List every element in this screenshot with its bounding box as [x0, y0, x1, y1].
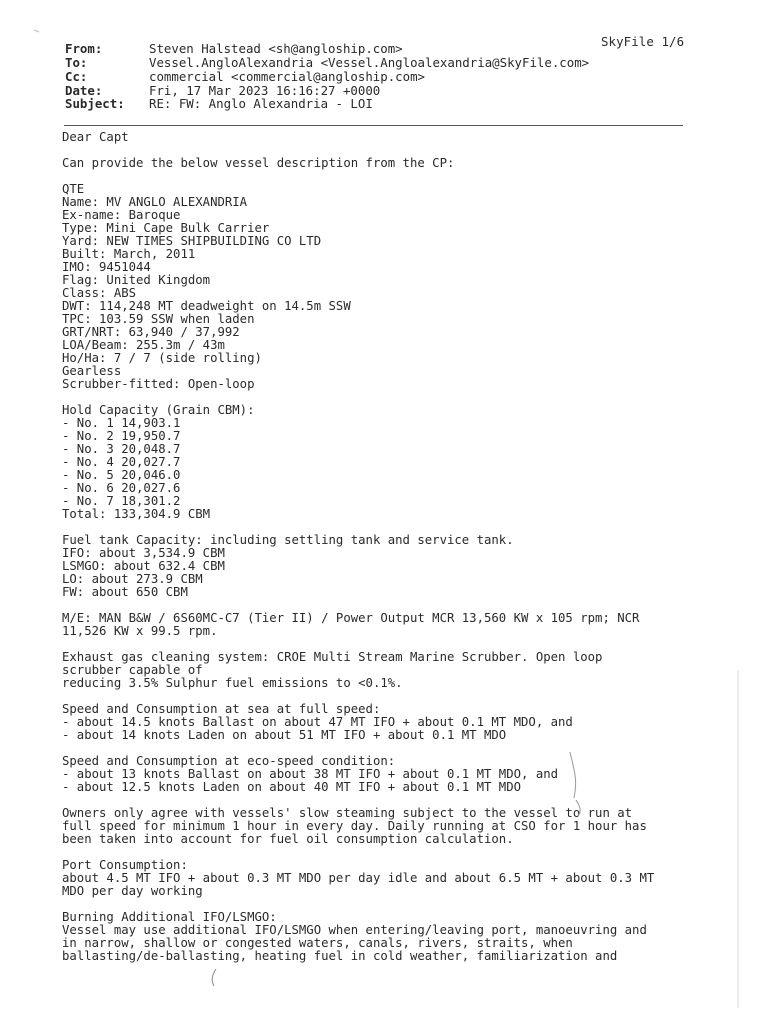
owners-section [62, 807, 702, 846]
port-consumption-heading: Port Consumption: [62, 858, 188, 872]
speed-full-section [62, 703, 702, 742]
hold-line: - No. 6 20,027.6 [62, 481, 181, 495]
particular-line: Name: MV ANGLO ALEXANDRIA [62, 195, 248, 209]
fuel-tank-section [62, 534, 702, 599]
hold-line: - No. 1 14,903.1 [62, 416, 181, 430]
particular-line: GRT/NRT: 63,940 / 37,992 [62, 325, 240, 339]
exhaust-line: Exhaust gas cleaning system: CROE Multi Stream Marine Scrubber. Open loop [62, 650, 603, 664]
burning-heading: Burning Additional IFO/LSMGO: [62, 910, 277, 924]
particular-line: Class: ABS [62, 286, 137, 300]
vessel-particulars [62, 196, 702, 391]
speed-line: - about 14 knots Laden on about 51 MT IFO + about 0.1 MT MDO [62, 728, 507, 742]
intro-line: Can provide the below vessel description from the CP: [62, 156, 455, 170]
owners-line: full speed for minimum 1 hour in every day. Daily running at CSO for 1 hour has [62, 819, 647, 833]
fuel-line: LSMGO: about 632.4 CBM [62, 559, 225, 573]
port-line: MDO per day working [62, 884, 203, 898]
fuel-tank-heading: Fuel tank Capacity: including settling tank and service tank. [62, 533, 514, 547]
from-label: From: [65, 41, 103, 56]
date-label: Date: [65, 83, 103, 98]
speed-eco-section [62, 755, 702, 794]
particular-line: Ex-name: Baroque [62, 208, 181, 222]
burning-line: in narrow, shallow or congested waters, canals, rivers, straits, when [62, 936, 573, 950]
subject-value: RE: FW: Anglo Alexandria - LOI [149, 96, 373, 111]
speed-line: - about 14.5 knots Ballast on about 47 MT IFO + about 0.1 MT MDO, and [62, 715, 573, 729]
greeting: Dear Capt [62, 130, 129, 144]
fuel-line: LO: about 273.9 CBM [62, 572, 203, 586]
to-value: Vessel.AngloAlexandria <Vessel.Angloalexandria@SkyFile.com> [149, 55, 590, 70]
hold-line: - No. 2 19,950.7 [62, 429, 181, 443]
speed-line: - about 13 knots Ballast on about 38 MT IFO + about 0.1 MT MDO, and [62, 767, 559, 781]
date-value: Fri, 17 Mar 2023 16:16:27 +0000 [149, 83, 381, 98]
hold-line: - No. 5 20,046.0 [62, 468, 181, 482]
particular-line: LOA/Beam: 255.3m / 43m [62, 338, 225, 352]
cc-label: Cc: [65, 69, 88, 84]
speed-full-heading: Speed and Consumption at sea at full speed: [62, 702, 381, 716]
particular-line: Yard: NEW TIMES SHIPBUILDING CO LTD [62, 234, 322, 248]
scan-speck [30, 24, 50, 38]
owners-line: been taken into account for fuel oil consumption calculation. [62, 832, 514, 846]
exhaust-line: scrubber capable of [62, 663, 203, 677]
speed-eco-heading: Speed and Consumption at eco-speed condition: [62, 754, 396, 768]
burning-line: ballasting/de-ballasting, heating fuel in cold weather, familiarization and [62, 949, 618, 963]
quote-marker: QTE [62, 182, 85, 196]
hold-total: Total: 133,304.9 CBM [62, 507, 211, 521]
fuel-line: IFO: about 3,534.9 CBM [62, 546, 225, 560]
particular-line: Built: March, 2011 [62, 247, 196, 261]
hold-line: - No. 4 20,027.7 [62, 455, 181, 469]
exhaust-section [62, 651, 702, 690]
particular-line: Type: Mini Cape Bulk Carrier [62, 221, 270, 235]
fuel-line: FW: about 650 CBM [62, 585, 188, 599]
exhaust-line: reducing 3.5% Sulphur fuel emissions to <0.1%. [62, 676, 403, 690]
burning-section [62, 911, 702, 963]
owners-line: Owners only agree with vessels' slow steaming subject to the vessel to run at [62, 806, 633, 820]
scan-edge-shadow [728, 670, 748, 1010]
port-consumption-section [62, 859, 702, 898]
page-indicator: SkyFile 1/6 [601, 34, 685, 49]
hold-capacity-section [62, 404, 702, 521]
hold-line: - No. 3 20,048.7 [62, 442, 181, 456]
email-body [62, 131, 702, 963]
from-value: Steven Halstead <sh@angloship.com> [149, 41, 403, 56]
header-divider [64, 125, 683, 126]
engine-line: M/E: MAN B&W / 6S60MC-C7 (Tier II) / Power Output MCR 13,560 KW x 105 rpm; NCR [62, 611, 640, 625]
subject-label: Subject: [65, 96, 125, 111]
particular-line: Flag: United Kingdom [62, 273, 211, 287]
particular-line: Scrubber-fitted: Open-loop [62, 377, 255, 391]
hold-capacity-heading: Hold Capacity (Grain CBM): [62, 403, 255, 417]
particular-line: IMO: 9451044 [62, 260, 151, 274]
cc-value: commercial <commercial@angloship.com> [149, 69, 426, 84]
particular-line: Ho/Ha: 7 / 7 (side rolling) [62, 351, 262, 365]
port-line: about 4.5 MT IFO + about 0.3 MT MDO per day idle and about 6.5 MT + about 0.3 MT [62, 871, 655, 885]
hold-line: - No. 7 18,301.2 [62, 494, 181, 508]
pen-mark [204, 966, 224, 990]
particular-line: Gearless [62, 364, 122, 378]
main-engine-section [62, 612, 702, 638]
particular-line: TPC: 103.59 SSW when laden [62, 312, 255, 326]
particular-line: DWT: 114,248 MT deadweight on 14.5m SSW [62, 299, 351, 313]
engine-line: 11,526 KW x 99.5 rpm. [62, 624, 218, 638]
pen-mark [560, 750, 590, 820]
to-label: To: [65, 55, 88, 70]
burning-line: Vessel may use additional IFO/LSMGO when entering/leaving port, manoeuvring and [62, 923, 647, 937]
speed-line: - about 12.5 knots Laden on about 40 MT IFO + about 0.1 MT MDO [62, 780, 522, 794]
